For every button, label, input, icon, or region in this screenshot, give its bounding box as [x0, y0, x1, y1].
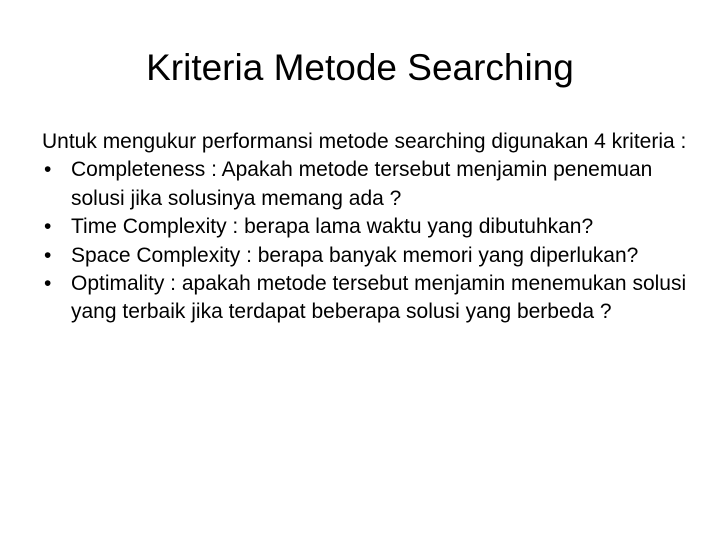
criteria-text: Optimality : apakah metode tersebut menjamin menemukan solusi yang terbaik jika terdapat beberapa solusi yang berbeda ? — [71, 272, 687, 324]
criteria-item-optimality — [42, 270, 692, 327]
bullet-icon: • — [44, 243, 52, 267]
bullet-icon: • — [44, 272, 52, 296]
criteria-item-time-complexity — [42, 213, 692, 241]
criteria-item-completeness — [42, 156, 692, 213]
slide-title: Kriteria Metode Searching — [146, 47, 574, 88]
criteria-text: Space Complexity : berapa banyak memori yang diperlukan? — [71, 243, 639, 267]
criteria-text: Time Complexity : berapa lama waktu yang dibutuhkan? — [71, 215, 594, 239]
bullet-icon: • — [44, 158, 52, 182]
bullet-icon: • — [44, 215, 52, 239]
criteria-item-space-complexity — [42, 242, 692, 270]
criteria-list — [42, 156, 692, 326]
slide-body — [42, 128, 692, 327]
intro-text: Untuk mengukur performansi metode searching digunakan 4 kriteria : — [42, 130, 687, 153]
criteria-text: Completeness : Apakah metode tersebut menjamin penemuan solusi jika solusinya memang ada ? — [71, 158, 653, 210]
